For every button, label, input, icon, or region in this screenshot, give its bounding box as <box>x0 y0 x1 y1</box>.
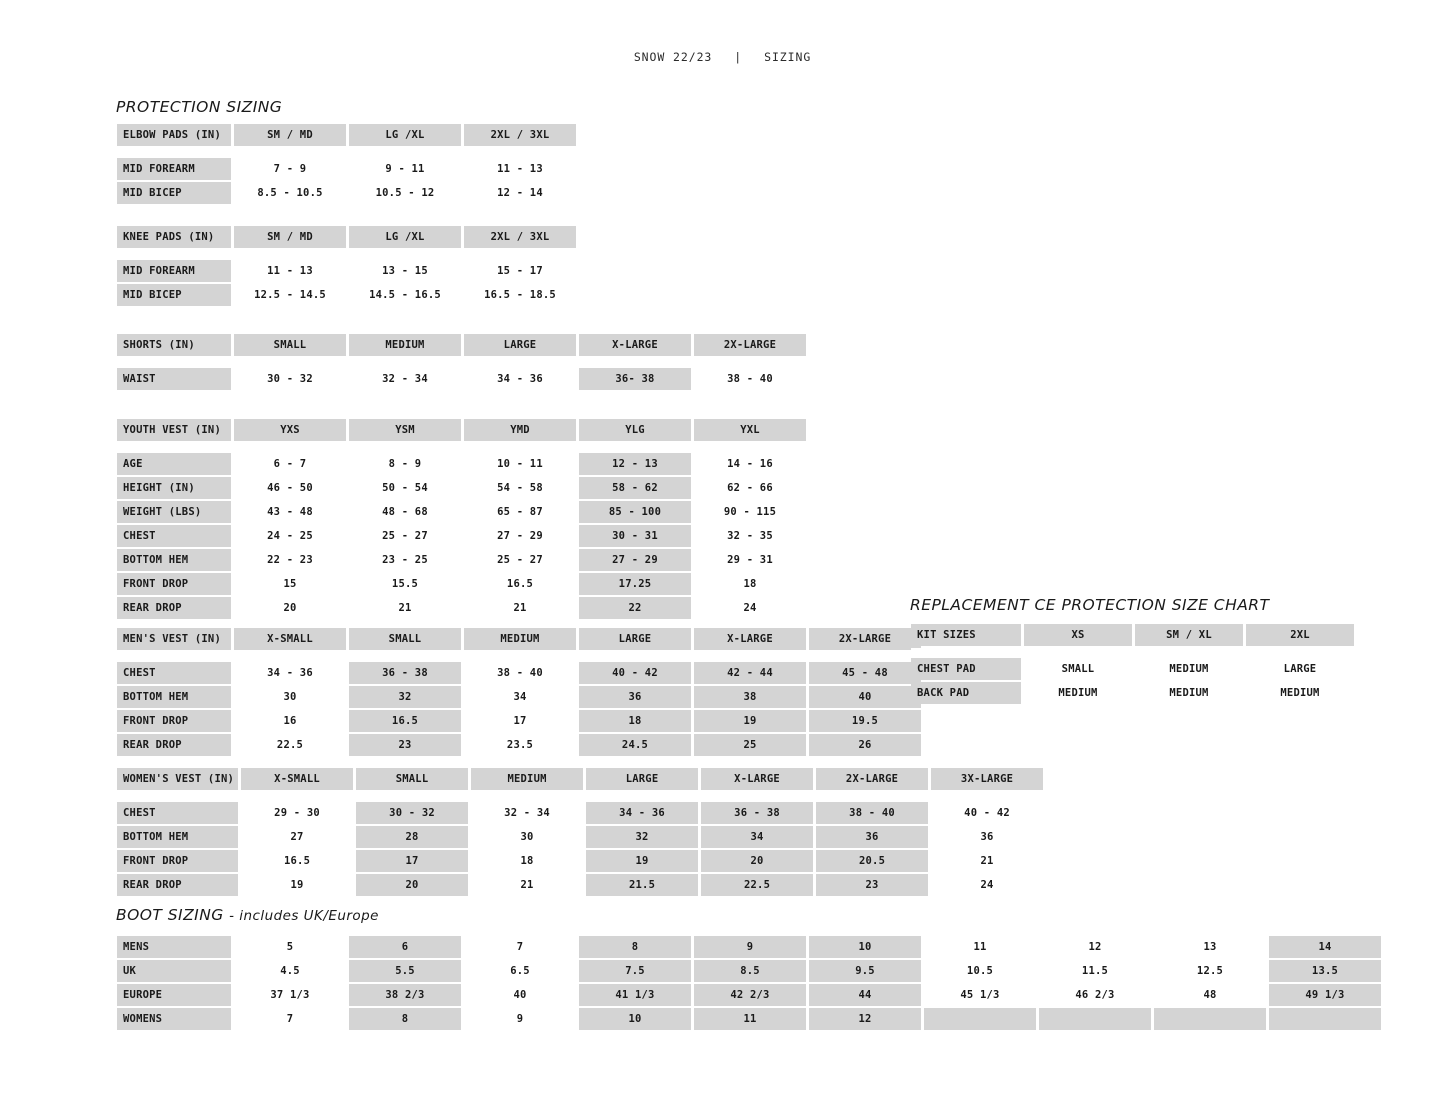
col-header: ELBOW PADS (IN) <box>117 124 231 146</box>
cell: 14 <box>1269 936 1381 958</box>
cell: 24.5 <box>579 734 691 756</box>
replacement-ce-table <box>908 622 1357 706</box>
boot-title-sub: - includes UK/Europe <box>229 908 379 924</box>
cell: MEDIUM <box>1246 682 1354 704</box>
cell: 34 - 36 <box>586 802 698 824</box>
table-row <box>117 662 921 684</box>
cell: 11 - 13 <box>234 260 346 282</box>
col-header: 3X-LARGE <box>931 768 1043 790</box>
cell: 50 - 54 <box>349 477 461 499</box>
cell: 4.5 <box>234 960 346 982</box>
col-header: SMALL <box>356 768 468 790</box>
table-header-row <box>117 628 921 650</box>
cell: 30 - 32 <box>234 368 346 390</box>
table-row <box>117 477 806 499</box>
cell: 46 - 50 <box>234 477 346 499</box>
cell: 18 <box>471 850 583 872</box>
cell: 25 <box>694 734 806 756</box>
table-row <box>117 158 576 180</box>
cell: 58 - 62 <box>579 477 691 499</box>
row-label: FRONT DROP <box>117 573 231 595</box>
cell: 23 - 25 <box>349 549 461 571</box>
table-row <box>117 453 806 475</box>
col-header: X-SMALL <box>234 628 346 650</box>
cell: 8 <box>349 1008 461 1030</box>
table-header-row <box>117 768 1043 790</box>
cell: 12.5 <box>1154 960 1266 982</box>
cell: 30 <box>234 686 346 708</box>
table-header-row <box>117 419 806 441</box>
cell: 27 - 29 <box>579 549 691 571</box>
table-row <box>117 284 576 306</box>
col-header: YMD <box>464 419 576 441</box>
cell: 21 <box>931 850 1043 872</box>
col-header: 2X-LARGE <box>809 628 921 650</box>
cell: 36 <box>816 826 928 848</box>
cell: 36 <box>931 826 1043 848</box>
cell: 12 - 13 <box>579 453 691 475</box>
cell: 13.5 <box>1269 960 1381 982</box>
col-header: WOMEN'S VEST (IN) <box>117 768 238 790</box>
cell: 36 - 38 <box>349 662 461 684</box>
cell: 27 - 29 <box>464 525 576 547</box>
row-label: REAR DROP <box>117 734 231 756</box>
col-header: X-LARGE <box>579 334 691 356</box>
col-header: MEDIUM <box>471 768 583 790</box>
col-header: YSM <box>349 419 461 441</box>
col-header: 2XL <box>1246 624 1354 646</box>
cell: 9 <box>694 936 806 958</box>
row-label: UK <box>117 960 231 982</box>
cell: 14 - 16 <box>694 453 806 475</box>
table-row <box>911 682 1354 704</box>
cell: 21 <box>471 874 583 896</box>
cell: 23 <box>816 874 928 896</box>
row-label: AGE <box>117 453 231 475</box>
col-header: YLG <box>579 419 691 441</box>
cell: 24 <box>931 874 1043 896</box>
cell-empty <box>1154 1008 1266 1030</box>
row-label: MID FOREARM <box>117 260 231 282</box>
cell: 34 - 36 <box>234 662 346 684</box>
cell: 27 <box>241 826 353 848</box>
cell: 29 - 30 <box>241 802 353 824</box>
col-header: LG /XL <box>349 124 461 146</box>
row-label: BOTTOM HEM <box>117 549 231 571</box>
cell: 12 <box>1039 936 1151 958</box>
cell: 34 <box>464 686 576 708</box>
cell: 42 - 44 <box>694 662 806 684</box>
cell: 45 - 48 <box>809 662 921 684</box>
cell: 23.5 <box>464 734 576 756</box>
cell: 17 <box>464 710 576 732</box>
cell: 9.5 <box>809 960 921 982</box>
row-label: FRONT DROP <box>117 710 231 732</box>
table-row <box>117 501 806 523</box>
cell: 22 <box>579 597 691 619</box>
cell: 23 <box>349 734 461 756</box>
table-row <box>117 936 1381 958</box>
table-row <box>117 686 921 708</box>
cell: 32 - 35 <box>694 525 806 547</box>
cell: 21 <box>464 597 576 619</box>
cell: 32 - 34 <box>471 802 583 824</box>
cell: 62 - 66 <box>694 477 806 499</box>
cell: 48 <box>1154 984 1266 1006</box>
cell: 48 - 68 <box>349 501 461 523</box>
col-header: LARGE <box>579 628 691 650</box>
cell: 9 <box>464 1008 576 1030</box>
row-label: CHEST PAD <box>911 658 1021 680</box>
cell: 22 - 23 <box>234 549 346 571</box>
table-row <box>117 984 1381 1006</box>
cell: 15 <box>234 573 346 595</box>
col-header: YXS <box>234 419 346 441</box>
cell: 6.5 <box>464 960 576 982</box>
cell: 44 <box>809 984 921 1006</box>
row-label: WOMENS <box>117 1008 231 1030</box>
cell: 38 - 40 <box>694 368 806 390</box>
col-header: KNEE PADS (IN) <box>117 226 231 248</box>
cell: 12.5 - 14.5 <box>234 284 346 306</box>
cell: 11 <box>924 936 1036 958</box>
header-left: SNOW 22/23 <box>633 50 713 64</box>
table-row <box>117 525 806 547</box>
cell: 19 <box>241 874 353 896</box>
cell: 16.5 <box>349 710 461 732</box>
cell: MEDIUM <box>1135 658 1243 680</box>
cell: 20 <box>356 874 468 896</box>
cell: 40 - 42 <box>931 802 1043 824</box>
table-row <box>117 260 576 282</box>
cell: 17.25 <box>579 573 691 595</box>
col-header: 2XL / 3XL <box>464 226 576 248</box>
knee-pads-table <box>114 224 579 308</box>
cell: 11 - 13 <box>464 158 576 180</box>
cell: 24 <box>694 597 806 619</box>
col-header: MEN'S VEST (IN) <box>117 628 231 650</box>
shorts-table <box>114 332 809 392</box>
cell: 14.5 - 16.5 <box>349 284 461 306</box>
row-label: MENS <box>117 936 231 958</box>
elbow-pads-table <box>114 122 579 206</box>
col-header: SHORTS (IN) <box>117 334 231 356</box>
cell: 36 - 38 <box>701 802 813 824</box>
cell-empty <box>1039 1008 1151 1030</box>
cell: 34 - 36 <box>464 368 576 390</box>
cell: 40 <box>464 984 576 1006</box>
row-label: WAIST <box>117 368 231 390</box>
col-header: SM / MD <box>234 124 346 146</box>
cell: 19 <box>694 710 806 732</box>
col-header: SMALL <box>349 628 461 650</box>
cell: 6 - 7 <box>234 453 346 475</box>
youth-vest-table <box>114 417 809 621</box>
table-row <box>117 826 1043 848</box>
cell: 5.5 <box>349 960 461 982</box>
cell: 8.5 - 10.5 <box>234 182 346 204</box>
cell: 13 - 15 <box>349 260 461 282</box>
cell: 34 <box>701 826 813 848</box>
row-label: BOTTOM HEM <box>117 826 238 848</box>
col-header: X-SMALL <box>241 768 353 790</box>
cell: 9 - 11 <box>349 158 461 180</box>
row-label: CHEST <box>117 525 231 547</box>
cell: 16.5 <box>464 573 576 595</box>
cell: 11.5 <box>1039 960 1151 982</box>
col-header: X-LARGE <box>701 768 813 790</box>
table-row <box>117 573 806 595</box>
cell: 49 1/3 <box>1269 984 1381 1006</box>
col-header: 2X-LARGE <box>816 768 928 790</box>
col-header: KIT SIZES <box>911 624 1021 646</box>
table-header-row <box>117 124 576 146</box>
col-header: X-LARGE <box>694 628 806 650</box>
cell: 22.5 <box>701 874 813 896</box>
col-header: LARGE <box>464 334 576 356</box>
replacement-ce-title: REPLACEMENT CE PROTECTION SIZE CHART <box>910 596 1270 614</box>
table-row <box>117 549 806 571</box>
cell: 7 <box>464 936 576 958</box>
cell: 15.5 <box>349 573 461 595</box>
header-separator: | <box>734 50 743 64</box>
cell: 65 - 87 <box>464 501 576 523</box>
cell: 25 - 27 <box>349 525 461 547</box>
boot-sizing-table <box>114 934 1384 1032</box>
cell: 8 - 9 <box>349 453 461 475</box>
table-row <box>117 734 921 756</box>
table-header-row <box>117 334 806 356</box>
cell: 21.5 <box>586 874 698 896</box>
cell: 21 <box>349 597 461 619</box>
table-row <box>117 960 1381 982</box>
cell: 30 - 31 <box>579 525 691 547</box>
row-label: EUROPE <box>117 984 231 1006</box>
table-header-row <box>911 624 1354 646</box>
col-header: LG /XL <box>349 226 461 248</box>
cell: 38 - 40 <box>464 662 576 684</box>
boot-sizing-title <box>116 906 379 924</box>
cell: SMALL <box>1024 658 1132 680</box>
cell: 12 - 14 <box>464 182 576 204</box>
protection-sizing-title: PROTECTION SIZING <box>116 98 283 116</box>
cell: 45 1/3 <box>924 984 1036 1006</box>
cell: 7.5 <box>579 960 691 982</box>
cell: 85 - 100 <box>579 501 691 523</box>
cell: 32 <box>586 826 698 848</box>
cell: 38 2/3 <box>349 984 461 1006</box>
row-label: MID BICEP <box>117 284 231 306</box>
boot-title-main: BOOT SIZING <box>116 906 224 924</box>
row-label: CHEST <box>117 662 231 684</box>
cell: 90 - 115 <box>694 501 806 523</box>
table-row <box>117 802 1043 824</box>
cell: 10 - 11 <box>464 453 576 475</box>
col-header: YXL <box>694 419 806 441</box>
cell: 19 <box>586 850 698 872</box>
cell: 37 1/3 <box>234 984 346 1006</box>
table-row <box>117 874 1043 896</box>
table-row <box>911 658 1354 680</box>
cell: 10 <box>579 1008 691 1030</box>
col-header: YOUTH VEST (IN) <box>117 419 231 441</box>
cell: 28 <box>356 826 468 848</box>
womens-vest-table <box>114 766 1046 898</box>
col-header: SMALL <box>234 334 346 356</box>
cell: 40 - 42 <box>579 662 691 684</box>
cell: 10.5 <box>924 960 1036 982</box>
row-label: MID BICEP <box>117 182 231 204</box>
cell: 18 <box>694 573 806 595</box>
cell: 32 - 34 <box>349 368 461 390</box>
cell: 10.5 - 12 <box>349 182 461 204</box>
cell: 24 - 25 <box>234 525 346 547</box>
table-row <box>117 182 576 204</box>
col-header: 2X-LARGE <box>694 334 806 356</box>
cell: 30 <box>471 826 583 848</box>
cell: 10 <box>809 936 921 958</box>
cell: 20 <box>701 850 813 872</box>
cell: 5 <box>234 936 346 958</box>
col-header: MEDIUM <box>349 334 461 356</box>
cell: 38 - 40 <box>816 802 928 824</box>
row-label: MID FOREARM <box>117 158 231 180</box>
cell: 54 - 58 <box>464 477 576 499</box>
cell: 7 - 9 <box>234 158 346 180</box>
header-right: SIZING <box>764 50 812 64</box>
table-row <box>117 597 806 619</box>
page-header <box>0 0 1445 64</box>
cell: 8.5 <box>694 960 806 982</box>
col-header: SM / MD <box>234 226 346 248</box>
table-row <box>117 850 1043 872</box>
row-label: REAR DROP <box>117 874 238 896</box>
cell: 16.5 - 18.5 <box>464 284 576 306</box>
table-header-row <box>117 226 576 248</box>
cell: 20.5 <box>816 850 928 872</box>
row-label: FRONT DROP <box>117 850 238 872</box>
col-header: SM / XL <box>1135 624 1243 646</box>
cell: 26 <box>809 734 921 756</box>
table-row <box>117 710 921 732</box>
cell: MEDIUM <box>1024 682 1132 704</box>
cell: 40 <box>809 686 921 708</box>
row-label: BOTTOM HEM <box>117 686 231 708</box>
col-header: MEDIUM <box>464 628 576 650</box>
row-label: WEIGHT (LBS) <box>117 501 231 523</box>
cell: 30 - 32 <box>356 802 468 824</box>
cell: 32 <box>349 686 461 708</box>
col-header: LARGE <box>586 768 698 790</box>
cell: 46 2/3 <box>1039 984 1151 1006</box>
cell: 12 <box>809 1008 921 1030</box>
cell: 17 <box>356 850 468 872</box>
cell: 18 <box>579 710 691 732</box>
cell: 16.5 <box>241 850 353 872</box>
cell: 8 <box>579 936 691 958</box>
cell-empty <box>1269 1008 1381 1030</box>
cell: 19.5 <box>809 710 921 732</box>
cell: 7 <box>234 1008 346 1030</box>
row-label: HEIGHT (IN) <box>117 477 231 499</box>
cell: 36- 38 <box>579 368 691 390</box>
cell: 22.5 <box>234 734 346 756</box>
col-header: XS <box>1024 624 1132 646</box>
cell: 20 <box>234 597 346 619</box>
cell: 41 1/3 <box>579 984 691 1006</box>
row-label: CHEST <box>117 802 238 824</box>
cell: 36 <box>579 686 691 708</box>
cell: 16 <box>234 710 346 732</box>
cell: 6 <box>349 936 461 958</box>
cell: 43 - 48 <box>234 501 346 523</box>
table-row <box>117 1008 1381 1030</box>
cell: 15 - 17 <box>464 260 576 282</box>
cell: 11 <box>694 1008 806 1030</box>
cell: 38 <box>694 686 806 708</box>
row-label: BACK PAD <box>911 682 1021 704</box>
cell: 25 - 27 <box>464 549 576 571</box>
cell: LARGE <box>1246 658 1354 680</box>
cell: 13 <box>1154 936 1266 958</box>
cell: 42 2/3 <box>694 984 806 1006</box>
row-label: REAR DROP <box>117 597 231 619</box>
cell-empty <box>924 1008 1036 1030</box>
col-header: 2XL / 3XL <box>464 124 576 146</box>
table-row <box>117 368 806 390</box>
cell: MEDIUM <box>1135 682 1243 704</box>
mens-vest-table <box>114 626 924 758</box>
cell: 29 - 31 <box>694 549 806 571</box>
